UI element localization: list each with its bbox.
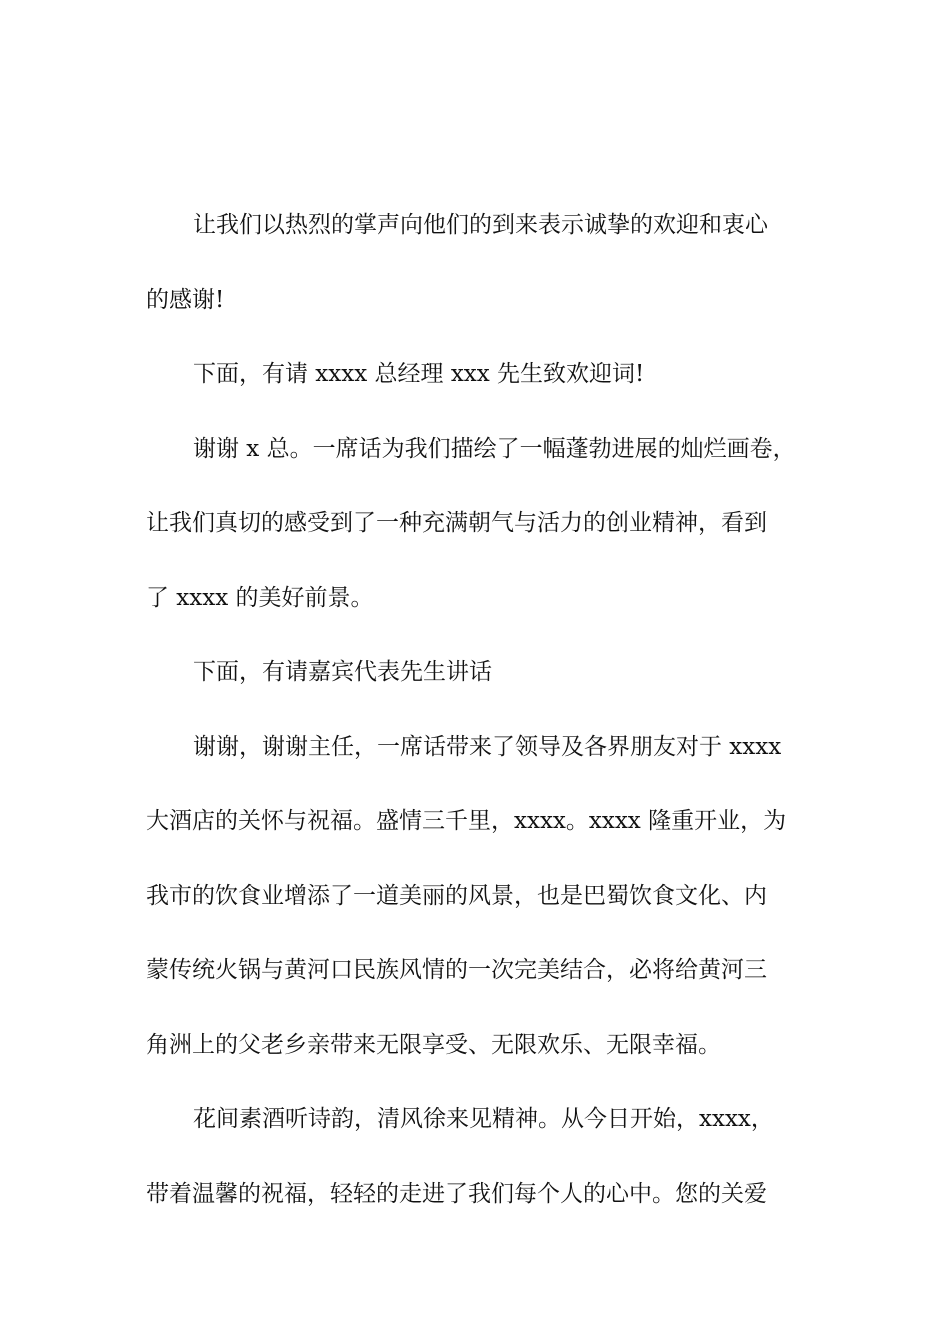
paragraph-line: 让我们以热烈的掌声向他们的到来表示诚挚的欢迎和衷心 <box>193 212 768 238</box>
paragraph-line: 下面，有请 xxxx 总经理 xxx 先生致欢迎词! <box>193 361 645 387</box>
paragraph-line: 花间素酒听诗韵，清风徐来见精神。从今日开始，xxxx， <box>193 1106 774 1132</box>
paragraph-line: 谢谢，谢谢主任，一席话带来了领导及各界朋友对于 xxxx <box>193 733 782 760</box>
paragraph-line: 角洲上的父老乡亲带来无限享受、无限欢乐、无限幸福。 <box>146 1031 721 1058</box>
document-body <box>146 201 826 1244</box>
paragraph-line: 谢谢 x 总。一席话为我们描绘了一幅蓬勃进展的灿烂画卷， <box>193 435 796 462</box>
paragraph-line: 的感谢! <box>146 286 225 313</box>
paragraph-line: 下面，有请嘉宾代表先生讲话 <box>193 659 492 685</box>
paragraph-line: 让我们真切的感受到了一种充满朝气与活力的创业精神，看到 <box>146 510 767 536</box>
paragraph-line: 大酒店的关怀与祝福。盛情三千里，xxxx。xxxx 隆重开业，为 <box>146 808 787 834</box>
paragraph-line: 我市的饮食业增添了一道美丽的风景，也是巴蜀饮食文化、内 <box>146 882 767 909</box>
paragraph-line: 蒙传统火锅与黄河口民族风情的一次完美结合，必将给黄河三 <box>146 957 767 983</box>
paragraph-line: 带着温馨的祝福，轻轻的走进了我们每个人的心中。您的关爱 <box>146 1180 767 1207</box>
paragraph-line: 了 xxxx 的美好前景。 <box>146 584 374 611</box>
